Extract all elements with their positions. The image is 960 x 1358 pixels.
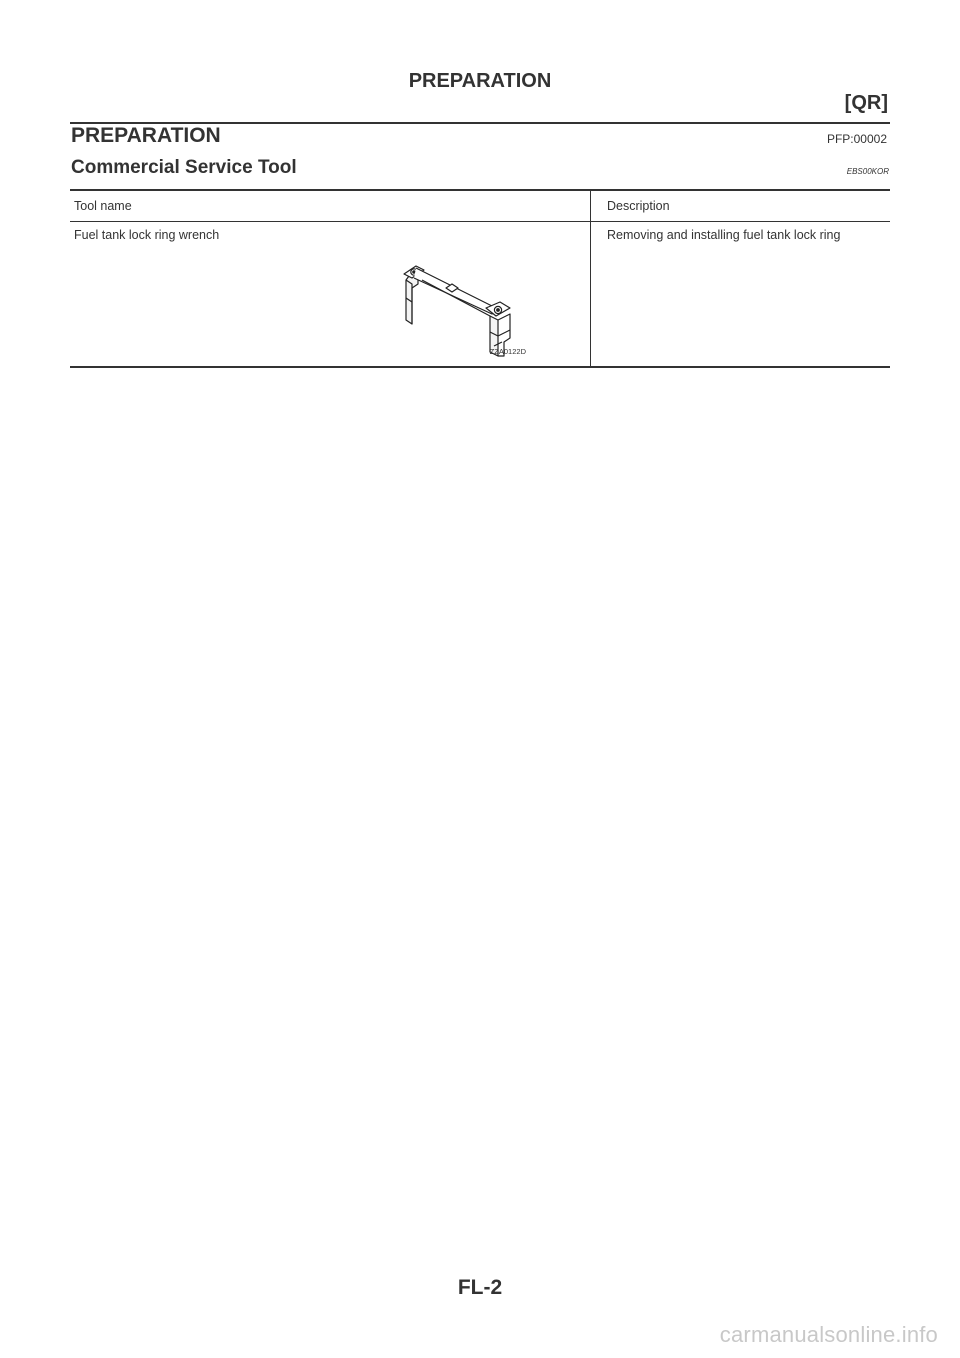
tool-description: Removing and installing fuel tank lock ring [607,228,841,242]
subsection-title: Commercial Service Tool [71,157,297,178]
tool-description-cell [591,222,891,368]
header-description: Description [607,199,670,213]
tool-table [70,189,890,368]
tool-name: Fuel tank lock ring wrench [74,228,220,242]
page-header-title: PREPARATION [408,70,552,92]
page-header-tag: [QR] [844,92,888,114]
lock-ring-wrench-illustration [386,228,556,362]
section-code: PFP:00002 [826,132,887,146]
header-tool-name: Tool name [70,190,591,222]
section-title: PREPARATION [71,124,221,147]
tool-name-cell [70,222,591,368]
table-row [70,222,890,368]
subsection-code: EBS00KOR [846,167,889,176]
figure-code: ZZA0122D [489,347,526,356]
watermark: carmanualsonline.info [719,1322,938,1347]
page-number: FL-2 [457,1276,503,1299]
table-header-row [70,190,890,222]
tool-figure [386,228,556,362]
